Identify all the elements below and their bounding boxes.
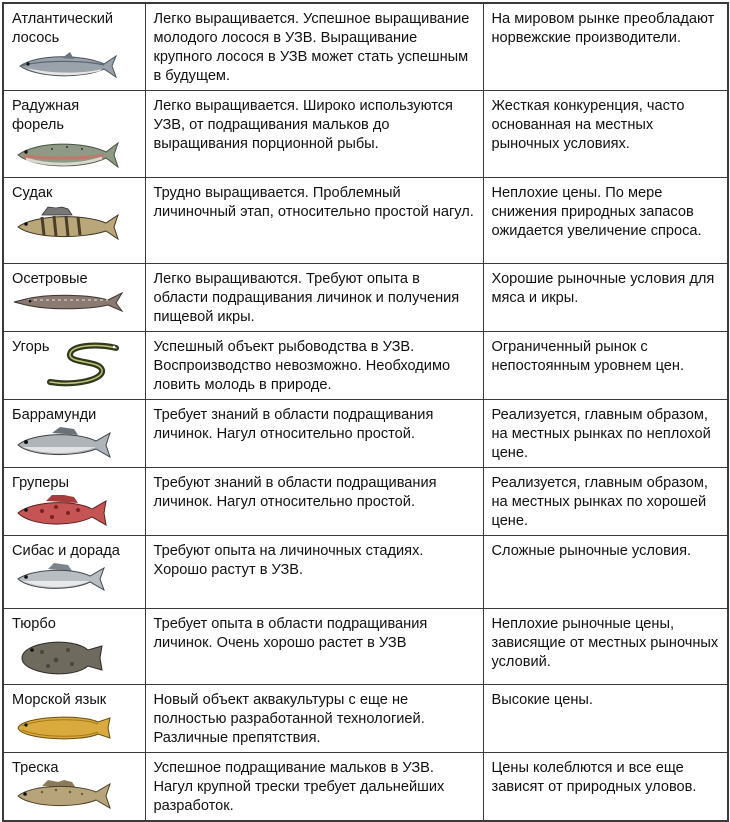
barramundi-icon <box>12 427 116 459</box>
salmon-icon <box>12 50 122 82</box>
species-cell <box>3 468 145 536</box>
table-row <box>3 264 728 332</box>
species-cell <box>3 178 145 264</box>
turbot-icon <box>12 636 112 680</box>
species-name: Атлантический лосось <box>12 11 114 46</box>
sturgeon-icon <box>12 291 124 313</box>
species-cell <box>3 91 145 178</box>
cultivation-cell: Требует опыта в области подращивания личинок. Очень хорошо растет в УЗВ <box>145 609 483 685</box>
species-name: Угорь <box>12 339 50 355</box>
market-cell: Неплохие цены. По мере снижения природных запасов ожидается увеличение спроса. <box>483 178 728 264</box>
table-row <box>3 400 728 468</box>
cultivation-cell: Легко выращиваются. Требуют опыта в области подращивания личинок и получения пищевой икры. <box>145 264 483 332</box>
market-cell: Ограниченный рынок с непостоянным уровнем цен. <box>483 332 728 400</box>
species-cell <box>3 264 145 332</box>
cod-icon <box>12 780 116 810</box>
table-row <box>3 609 728 685</box>
cultivation-cell: Успешный объект рыбоводства в УЗВ. Воспроизводство невозможно. Необходимо ловить молодь в природе. <box>145 332 483 400</box>
species-name: Сибас и дорада <box>12 543 120 559</box>
cultivation-cell: Успешное подращивание мальков в УЗВ. Нагул крупной трески требует дальнейших разработок. <box>145 753 483 822</box>
table-row <box>3 468 728 536</box>
market-cell: Неплохие рыночные цены, зависящие от местных рыночных условий. <box>483 609 728 685</box>
sole-icon <box>12 712 116 744</box>
species-name: Морской язык <box>12 692 107 708</box>
species-name: Осетровые <box>12 271 88 287</box>
species-name: Радужная форель <box>12 98 80 133</box>
species-cell <box>3 536 145 609</box>
species-cell <box>3 400 145 468</box>
market-cell: Хорошие рыночные условия для мяса и икры. <box>483 264 728 332</box>
species-cell <box>3 3 145 91</box>
species-name: Груперы <box>12 475 69 491</box>
species-cell <box>3 609 145 685</box>
table-row <box>3 685 728 753</box>
table-row <box>3 91 728 178</box>
grouper-icon <box>12 495 116 529</box>
seabass-icon <box>12 563 112 593</box>
species-name: Тюрбо <box>12 616 56 632</box>
species-cell <box>3 753 145 822</box>
market-cell: Высокие цены. <box>483 685 728 753</box>
table-row <box>3 178 728 264</box>
trout-icon <box>12 137 122 173</box>
market-cell: Реализуется, главным образом, на местных рынках по неплохой цене. <box>483 400 728 468</box>
cultivation-cell: Новый объект аквакультуры с еще не полностью разработанной технологией. Различные препятствия. <box>145 685 483 753</box>
table-row <box>3 3 728 91</box>
species-name: Баррамунди <box>12 407 97 423</box>
pikeperch-icon <box>12 205 122 245</box>
eel-icon <box>44 338 124 390</box>
market-cell: Цены колеблются и все еще зависят от природных уловов. <box>483 753 728 822</box>
table-row <box>3 536 728 609</box>
market-cell: Жесткая конкуренция, часто основанная на местных рыночных условиях. <box>483 91 728 178</box>
species-name: Судак <box>12 185 53 201</box>
market-cell: На мировом рынке преобладают норвежские производители. <box>483 3 728 91</box>
cultivation-cell: Трудно выращивается. Проблемный личиночный этап, относительно простой нагул. <box>145 178 483 264</box>
table-row <box>3 753 728 822</box>
market-cell: Сложные рыночные условия. <box>483 536 728 609</box>
fish-species-table <box>2 2 729 822</box>
species-name: Треска <box>12 760 59 776</box>
market-cell: Реализуется, главным образом, на местных рынках по хорошей цене. <box>483 468 728 536</box>
cultivation-cell: Требуют знаний в области подращивания личинок. Нагул относительно простой. <box>145 468 483 536</box>
species-cell <box>3 685 145 753</box>
cultivation-cell: Легко выращивается. Успешное выращивание молодого лосося в УЗВ. Выращивание крупного лосося в УЗВ может стать успешным в будущем. <box>145 3 483 91</box>
cultivation-cell: Требуют опыта на личиночных стадиях. Хорошо растут в УЗВ. <box>145 536 483 609</box>
cultivation-cell: Требует знаний в области подращивания личинок. Нагул относительно простой. <box>145 400 483 468</box>
species-cell <box>3 332 145 400</box>
table-row <box>3 332 728 400</box>
cultivation-cell: Легко выращивается. Широко используются УЗВ, от подращивания мальков до выращивания порционной рыбы. <box>145 91 483 178</box>
